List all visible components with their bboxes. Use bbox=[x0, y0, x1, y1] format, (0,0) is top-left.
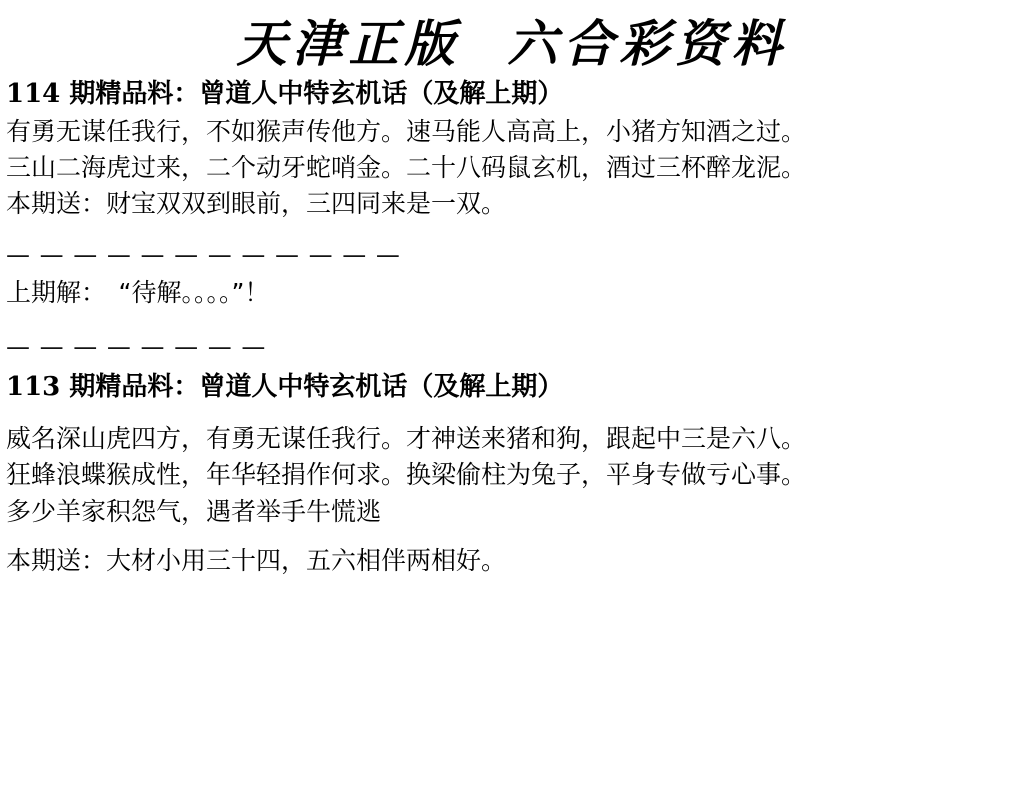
spacer-before-tail bbox=[6, 530, 1018, 542]
divider-2: — — — — — — — — bbox=[6, 332, 267, 361]
section-113-line-1: 威名深山虎四方，有勇无谋任我行。才神送来猪和狗，跟起中三是六八。 bbox=[6, 424, 807, 454]
section-114-heading: 114 期精品料：曾道人中特玄机话（及解上期） bbox=[6, 78, 564, 109]
section-114-line-1: 有勇无谋任我行，不如猴声传他方。速马能人高高上，小猪方知酒之过。 bbox=[6, 116, 807, 146]
previous-solution: 上期解： “待解。。。。”！ bbox=[6, 277, 270, 307]
section-113-line-3: 多少羊家积怨气，遇者举手牛慌逃 bbox=[6, 496, 382, 526]
section-114-line-2: 三山二海虎过来，二个动牙蛇哨金。二十八码鼠玄机，酒过三杯醉龙泥。 bbox=[6, 152, 807, 182]
spacer-after-114 bbox=[6, 222, 1018, 234]
spacer-after-solution bbox=[6, 314, 1018, 326]
section-114-line-3: 本期送：财宝双双到眼前，三四同来是一双。 bbox=[6, 189, 507, 219]
section-113-line-2: 狂蜂浪蝶猴成性，年华轻捐作何求。换梁偷柱为兔子，平身专做亏心事。 bbox=[6, 460, 807, 490]
section-113 bbox=[6, 370, 1018, 579]
document-page bbox=[0, 14, 1024, 805]
section-114 bbox=[6, 77, 1018, 361]
page-title: 天津正版 六合彩资料 bbox=[236, 14, 788, 73]
section-113-tail: 本期送：大材小用三十四，五六相伴两相好。 bbox=[6, 545, 507, 575]
section-113-heading: 113 期精品料：曾道人中特玄机话（及解上期） bbox=[6, 372, 564, 403]
divider-1: — — — — — — — — — — — — bbox=[6, 241, 401, 270]
